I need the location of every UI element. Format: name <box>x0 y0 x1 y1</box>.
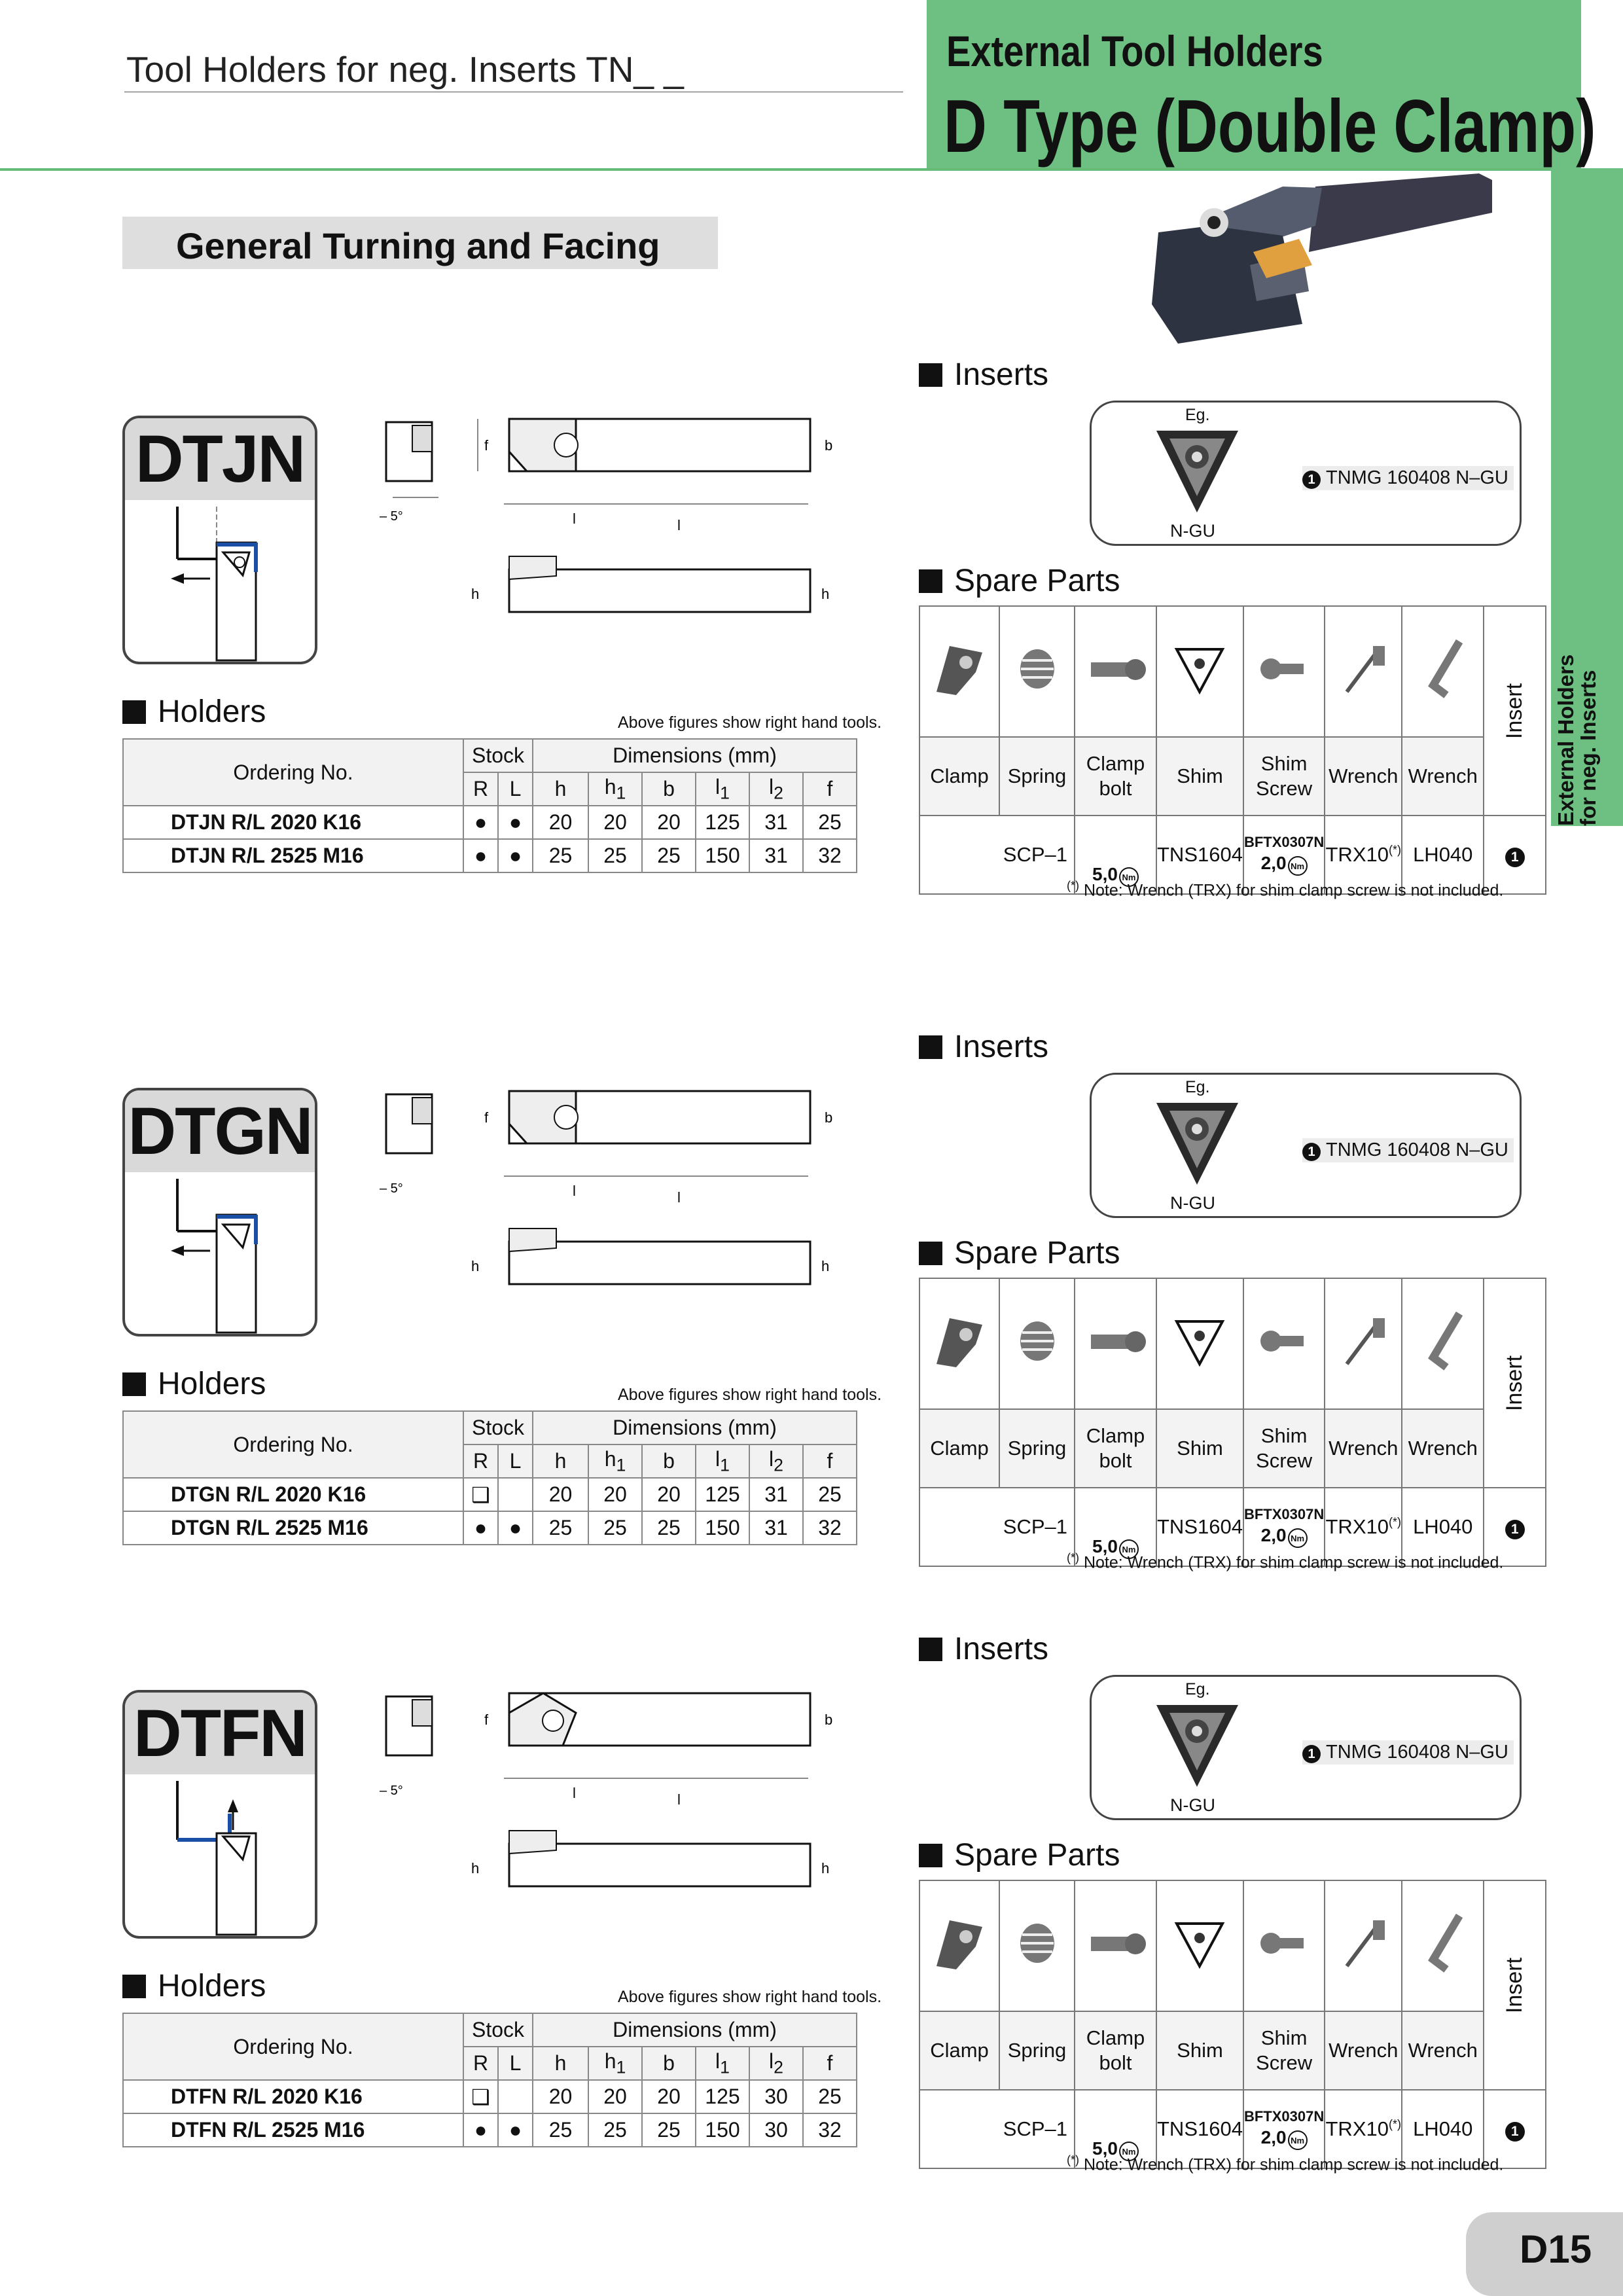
product-section-dtfn <box>0 1274 1623 2174</box>
dim-h: 25 <box>533 1511 588 1545</box>
ordering-no: DTGN R/L 2525 M16 <box>123 1511 463 1545</box>
col-r: R <box>463 2047 498 2080</box>
section-title: General Turning and Facing <box>122 217 718 269</box>
col-r: R <box>463 1444 498 1478</box>
svg-text:b: b <box>825 437 833 454</box>
clamp-bolt-header: Clamp bolt <box>1075 737 1156 816</box>
table-row <box>123 2113 857 2147</box>
dimensions-header: Dimensions (mm) <box>533 2013 857 2047</box>
dim-h1: 25 <box>588 2113 642 2147</box>
col-l2: $l_2$ <box>749 772 803 806</box>
insert-code: TNMG 160408 N–GU <box>1326 1139 1508 1160</box>
ordering-no-header: Ordering No. <box>123 1411 463 1478</box>
dim-b: 25 <box>642 1511 696 1545</box>
holders-heading <box>122 1968 266 2004</box>
svg-text:f: f <box>484 437 489 454</box>
dim-h1: 20 <box>588 2080 642 2113</box>
inserts-heading-text: Inserts <box>954 357 1049 392</box>
shim-screw-value: BFTX0307N 2,0 Nm <box>1243 2090 1325 2168</box>
clamp-header: Clamp <box>919 1409 999 1488</box>
dim-l1: 125 <box>696 806 749 839</box>
wrench-a-value: TRX10(*) <box>1325 816 1402 894</box>
insert-ref: 1 <box>1484 2090 1546 2168</box>
bullet-square <box>919 363 942 387</box>
clamp-bolt-header: Clamp bolt <box>1075 2011 1156 2090</box>
svg-text:h: h <box>821 1860 830 1876</box>
insert-label <box>1302 1740 1514 1765</box>
wrench-a-header: Wrench <box>1325 2011 1402 2090</box>
spare-parts-heading-text: Spare Parts <box>954 1838 1120 1873</box>
inserts-heading-text: Inserts <box>954 1030 1049 1064</box>
spring-header: Spring <box>999 2011 1075 2090</box>
dim-h: 20 <box>533 2080 588 2113</box>
clamp-header: Clamp <box>919 737 999 816</box>
dim-h: 25 <box>533 839 588 872</box>
dim-h1: 25 <box>588 839 642 872</box>
col-l2: $l_2$ <box>749 2047 803 2080</box>
wrench-hex-icon <box>1402 1880 1484 2011</box>
page-number: D15 <box>1466 2212 1623 2296</box>
dim-b: 25 <box>642 2113 696 2147</box>
col-h1: $h_1$ <box>588 772 642 806</box>
wrench-a-value: TRX10(*) <box>1325 2090 1402 2168</box>
ordering-no: DTFN R/L 2020 K16 <box>123 2080 463 2113</box>
dim-f: 32 <box>803 839 857 872</box>
wrench-a-header: Wrench <box>1325 737 1402 816</box>
inserts-heading-text: Inserts <box>954 1632 1049 1666</box>
banner-title-line2: D Type (Double Clamp) <box>944 85 1596 168</box>
insert-ref: 1 <box>1484 1488 1546 1566</box>
product-code: DTFN <box>125 1693 315 1774</box>
insert-triangle-icon <box>1153 1096 1241 1188</box>
shim-icon <box>1156 1880 1243 2011</box>
shim-screw-header: Shim Screw <box>1243 2011 1325 2090</box>
col-h1: $h_1$ <box>588 1444 642 1478</box>
shim-screw-icon <box>1243 1880 1325 2011</box>
bolt-torque: 5,0 Nm <box>1075 816 1156 894</box>
stock-r: ● <box>463 839 498 872</box>
dim-l2: 31 <box>749 839 803 872</box>
col-l2: $l_2$ <box>749 1444 803 1478</box>
inserts-heading <box>919 1029 1048 1065</box>
svg-text:l: l <box>677 517 681 533</box>
col-h: h <box>533 1444 588 1478</box>
torque-icon: Nm <box>1288 1528 1308 1548</box>
dim-b: 25 <box>642 839 696 872</box>
spring-icon <box>999 1880 1075 2011</box>
insert-chipbreaker: N-GU <box>1170 1795 1215 1815</box>
bullet-square <box>919 1242 942 1265</box>
bullet-square <box>919 1035 942 1059</box>
stock-header: Stock <box>463 1411 533 1444</box>
insert-eg-label: Eg. <box>1185 406 1210 424</box>
dim-l2: 31 <box>749 806 803 839</box>
dim-h: 20 <box>533 806 588 839</box>
insert-chipbreaker: N-GU <box>1170 521 1215 541</box>
wrench-a-header: Wrench <box>1325 1409 1402 1488</box>
product-code: DTJN <box>125 418 315 500</box>
insert-number: 1 <box>1302 1745 1321 1763</box>
col-l1: $l_1$ <box>696 772 749 806</box>
bolt-torque: 5,0 Nm <box>1075 1488 1156 1566</box>
svg-text:f: f <box>484 1712 489 1728</box>
col-l: L <box>498 772 533 806</box>
holders-heading-text: Holders <box>158 1969 266 2003</box>
angle-label: – 5° <box>380 1784 403 1798</box>
insert-number: 1 <box>1302 1143 1321 1161</box>
dim-l1: 150 <box>696 839 749 872</box>
dim-l2: 30 <box>749 2113 803 2147</box>
stock-l <box>498 2080 533 2113</box>
dim-l2: 31 <box>749 1478 803 1511</box>
bullet-square <box>919 1844 942 1867</box>
insert-triangle-icon <box>1153 424 1241 516</box>
wrench-b-value: LH040 <box>1402 2090 1484 2168</box>
torque-icon: Nm <box>1119 1539 1139 1559</box>
side-tab-line1: External Holders <box>1554 654 1578 826</box>
ordering-no: DTGN R/L 2020 K16 <box>123 1478 463 1511</box>
torque-icon: Nm <box>1288 2130 1308 2150</box>
inserts-heading <box>919 357 1048 393</box>
holders-heading-text: Holders <box>158 694 266 729</box>
ordering-no-header: Ordering No. <box>123 2013 463 2080</box>
figure-note: Above figures show right hand tools. <box>618 1988 882 2006</box>
shim-screw-header: Shim Screw <box>1243 1409 1325 1488</box>
torque-icon: Nm <box>1288 856 1308 876</box>
shim-value: TNS1604 <box>1156 816 1243 894</box>
wrench-b-value: LH040 <box>1402 816 1484 894</box>
dim-l2: 30 <box>749 2080 803 2113</box>
product-section-dtgn <box>0 672 1623 1572</box>
svg-text:l: l <box>573 1785 576 1801</box>
application-sketch <box>125 1774 317 1939</box>
inserts-heading <box>919 1631 1048 1667</box>
svg-text:h: h <box>471 586 480 602</box>
shim-value: TNS1604 <box>1156 2090 1243 2168</box>
dim-f: 32 <box>803 2113 857 2147</box>
dimensions-header: Dimensions (mm) <box>533 1411 857 1444</box>
ordering-no: DTFN R/L 2525 M16 <box>123 2113 463 2147</box>
wrench-b-header: Wrench <box>1402 2011 1484 2090</box>
insert-header: Insert <box>1484 1880 1546 2090</box>
angle-label: – 5° <box>380 1181 403 1196</box>
col-h: h <box>533 2047 588 2080</box>
col-l1: $l_1$ <box>696 1444 749 1478</box>
wrench-b-header: Wrench <box>1402 737 1484 816</box>
dimensions-header: Dimensions (mm) <box>533 739 857 772</box>
stock-l: ● <box>498 806 533 839</box>
product-code: DTGN <box>125 1090 315 1172</box>
stock-r: ❑ <box>463 2080 498 2113</box>
dim-b: 20 <box>642 1478 696 1511</box>
holders-table <box>122 2013 857 2147</box>
insert-code: TNMG 160408 N–GU <box>1326 467 1508 488</box>
dim-h: 25 <box>533 2113 588 2147</box>
col-l: L <box>498 2047 533 2080</box>
svg-text:h: h <box>471 1860 480 1876</box>
stock-header: Stock <box>463 2013 533 2047</box>
shim-screw-value: BFTX0307N 2,0 Nm <box>1243 1488 1325 1566</box>
stock-l: ● <box>498 1511 533 1545</box>
insert-triangle-icon <box>1153 1698 1241 1790</box>
col-l1: $l_1$ <box>696 2047 749 2080</box>
page-subtitle: Tool Holders for neg. Inserts TN_ _ <box>126 49 684 90</box>
dim-h1: 25 <box>588 1511 642 1545</box>
col-h: h <box>533 772 588 806</box>
svg-text:b: b <box>825 1712 833 1728</box>
dim-b: 20 <box>642 806 696 839</box>
clamp-bolt-header: Clamp bolt <box>1075 1409 1156 1488</box>
insert-number: 1 <box>1302 471 1321 489</box>
col-f: f <box>803 2047 857 2080</box>
col-h1: $h_1$ <box>588 2047 642 2080</box>
spring-header: Spring <box>999 1409 1075 1488</box>
bolt-torque: 5,0 Nm <box>1075 2090 1156 2168</box>
col-b: b <box>642 772 696 806</box>
col-f: f <box>803 1444 857 1478</box>
shim-header: Shim <box>1156 2011 1243 2090</box>
dim-l1: 125 <box>696 2080 749 2113</box>
dim-h1: 20 <box>588 806 642 839</box>
col-b: b <box>642 2047 696 2080</box>
product-code-box <box>122 1690 317 1939</box>
dim-f: 25 <box>803 806 857 839</box>
shim-screw-value: BFTX0307N 2,0 Nm <box>1243 816 1325 894</box>
footnote: (*) Note: Wrench (TRX) for shim clamp screw is not included. <box>1067 1551 1504 1572</box>
svg-text:b: b <box>825 1109 833 1126</box>
shim-screw-header: Shim Screw <box>1243 737 1325 816</box>
bullet-square <box>122 1975 146 1998</box>
holder-drawing <box>366 1674 864 1890</box>
bullet-square <box>919 569 942 593</box>
application-sketch <box>125 500 317 664</box>
dim-f: 32 <box>803 1511 857 1545</box>
spring-value: SCP–1 <box>919 816 1075 894</box>
table-row <box>123 2080 857 2113</box>
stock-l: ● <box>498 2113 533 2147</box>
dim-f: 25 <box>803 2080 857 2113</box>
svg-text:f: f <box>484 1109 489 1126</box>
holder-drawing <box>366 399 864 615</box>
col-f: f <box>803 772 857 806</box>
stock-r: ❑ <box>463 1478 498 1511</box>
wrench-b-value: LH040 <box>1402 1488 1484 1566</box>
svg-text:l: l <box>573 511 576 527</box>
holders-heading-text: Holders <box>158 1367 266 1401</box>
svg-text:h: h <box>821 1258 830 1274</box>
side-tab-line2: for neg. Inserts <box>1576 670 1600 826</box>
shim-value: TNS1604 <box>1156 1488 1243 1566</box>
ordering-no-header: Ordering No. <box>123 739 463 806</box>
insert-chipbreaker: N-GU <box>1170 1193 1215 1213</box>
spring-value: SCP–1 <box>919 2090 1075 2168</box>
shim-header: Shim <box>1156 1409 1243 1488</box>
angle-label: – 5° <box>380 509 403 524</box>
insert-eg-label: Eg. <box>1185 1680 1210 1698</box>
svg-text:l: l <box>677 1791 681 1808</box>
svg-text:h: h <box>821 586 830 602</box>
ordering-no: DTJN R/L 2020 K16 <box>123 806 463 839</box>
clamp-icon <box>919 1880 999 2011</box>
holder-drawing <box>366 1071 864 1287</box>
insert-header: Insert <box>1484 606 1546 816</box>
spring-header: Spring <box>999 737 1075 816</box>
ordering-no: DTJN R/L 2525 M16 <box>123 839 463 872</box>
dim-b: 20 <box>642 2080 696 2113</box>
svg-text:l: l <box>677 1189 681 1206</box>
col-l: L <box>498 1444 533 1478</box>
col-b: b <box>642 1444 696 1478</box>
stock-header: Stock <box>463 739 533 772</box>
spring-value: SCP–1 <box>919 1488 1075 1566</box>
spare-parts-heading <box>919 563 1120 599</box>
insert-label <box>1302 466 1514 490</box>
figure-note: Above figures show right hand tools. <box>618 713 882 732</box>
dim-h1: 20 <box>588 1478 642 1511</box>
stock-l: ● <box>498 839 533 872</box>
banner-title-line1: External Tool Holders <box>946 27 1323 75</box>
insert-label <box>1302 1138 1514 1162</box>
footnote: (*) Note: Wrench (TRX) for shim clamp screw is not included. <box>1067 2153 1504 2174</box>
torque-icon: Nm <box>1119 2142 1139 2161</box>
wrench-b-header: Wrench <box>1402 1409 1484 1488</box>
spare-parts-table <box>919 1880 1546 2169</box>
dim-f: 25 <box>803 1478 857 1511</box>
stock-r: ● <box>463 1511 498 1545</box>
stock-r: ● <box>463 2113 498 2147</box>
product-code-box <box>122 416 317 664</box>
wrench-torx-icon <box>1325 1880 1402 2011</box>
figure-note: Above figures show right hand tools. <box>618 1386 882 1404</box>
insert-code: TNMG 160408 N–GU <box>1326 1742 1508 1763</box>
dim-l1: 150 <box>696 1511 749 1545</box>
bullet-square <box>919 1638 942 1661</box>
dim-l2: 31 <box>749 1511 803 1545</box>
svg-text:h: h <box>471 1258 480 1274</box>
spare-parts-heading-text: Spare Parts <box>954 1236 1120 1270</box>
clamp-header: Clamp <box>919 2011 999 2090</box>
wrench-a-value: TRX10(*) <box>1325 1488 1402 1566</box>
footnote: (*) Note: Wrench (TRX) for shim clamp screw is not included. <box>1067 879 1504 900</box>
svg-text:l: l <box>573 1183 576 1199</box>
insert-header: Insert <box>1484 1278 1546 1488</box>
shim-header: Shim <box>1156 737 1243 816</box>
spare-parts-heading <box>919 1837 1120 1873</box>
spare-parts-heading-text: Spare Parts <box>954 564 1120 598</box>
dim-l1: 125 <box>696 1478 749 1511</box>
insert-eg-label: Eg. <box>1185 1078 1210 1096</box>
dim-l1: 150 <box>696 2113 749 2147</box>
dim-h: 20 <box>533 1478 588 1511</box>
stock-r: ● <box>463 806 498 839</box>
col-r: R <box>463 772 498 806</box>
torque-icon: Nm <box>1119 867 1139 887</box>
insert-ref: 1 <box>1484 816 1546 894</box>
clamp-bolt-icon <box>1075 1880 1156 2011</box>
spare-parts-heading <box>919 1235 1120 1271</box>
